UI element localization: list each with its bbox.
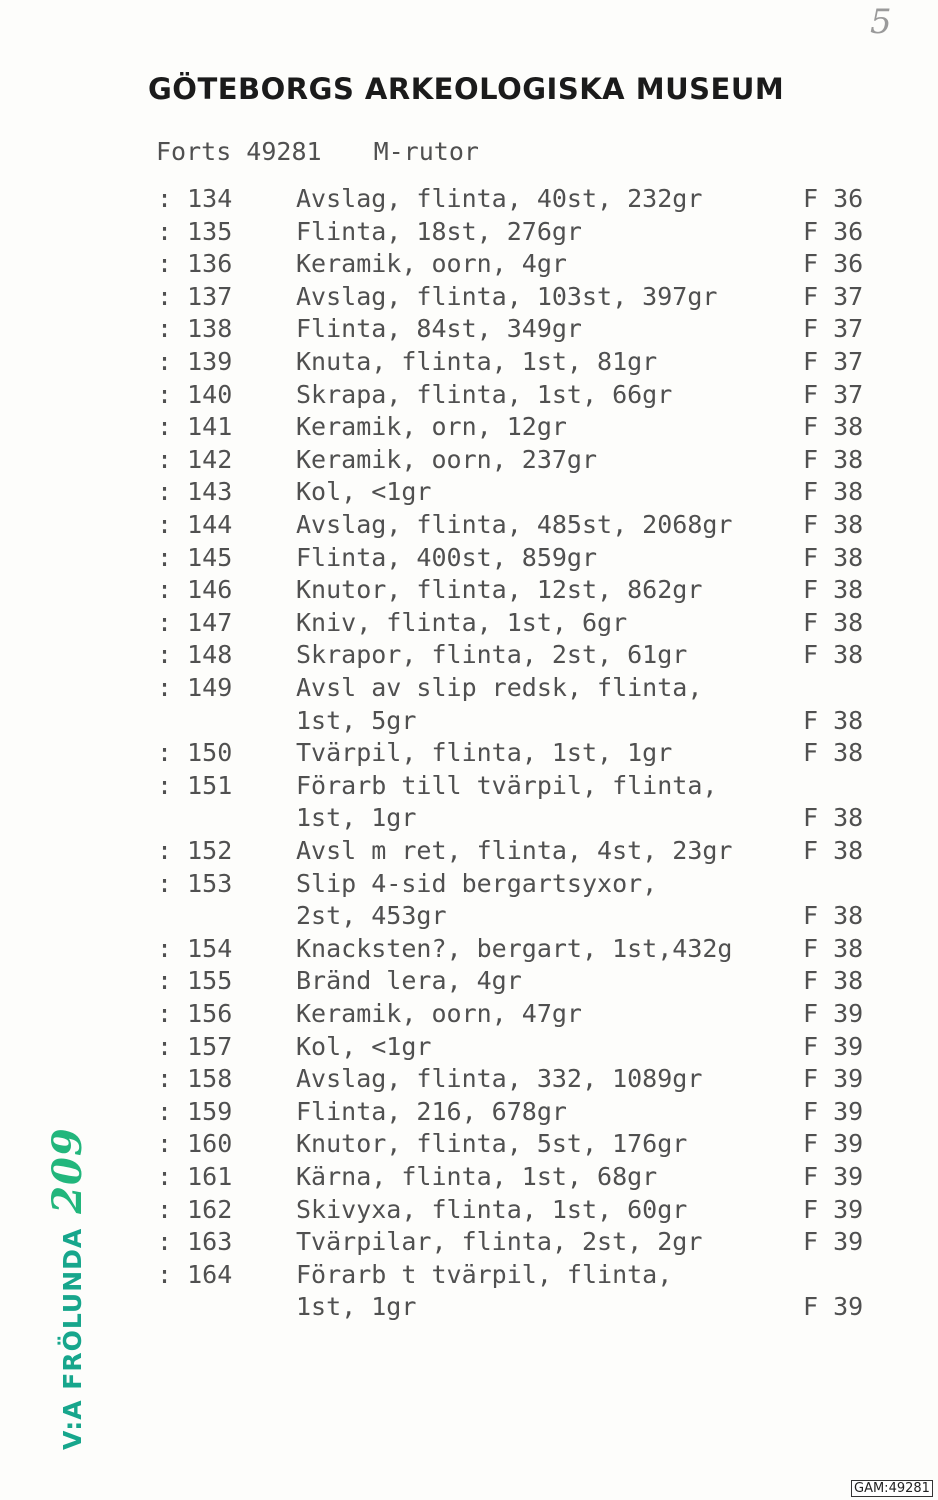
entry-location: F 37 bbox=[803, 379, 864, 409]
entry-description: Kniv, flinta, 1st, 6gr bbox=[296, 607, 628, 637]
entry-number: : 150 bbox=[157, 738, 233, 768]
entry-number: : 159 bbox=[157, 1096, 233, 1126]
entry-number: : 141 bbox=[157, 412, 233, 442]
entry-number: : 163 bbox=[157, 1227, 233, 1257]
entry-location: F 38 bbox=[803, 901, 864, 931]
entry-description: Tvärpilar, flinta, 2st, 2gr bbox=[296, 1227, 703, 1257]
entry-location: F 37 bbox=[803, 314, 864, 344]
entry-description: Flinta, 84st, 349gr bbox=[296, 314, 582, 344]
entry-location: F 38 bbox=[803, 412, 864, 442]
entry-description: Avslag, flinta, 103st, 397gr bbox=[296, 281, 718, 311]
entry-description: Kol, <1gr bbox=[296, 1031, 432, 1061]
reference-label: GAM:49281 bbox=[851, 1480, 933, 1497]
entry-number: : 161 bbox=[157, 1162, 233, 1191]
entry-description: Skrapa, flinta, 1st, 66gr bbox=[296, 379, 673, 409]
page-number: 5 bbox=[870, 2, 892, 42]
entry-number: : 152 bbox=[157, 836, 233, 865]
stamp-label: V:A FRÖLUNDA bbox=[58, 1227, 87, 1450]
entry-number: : 135 bbox=[157, 216, 233, 246]
entry-location: F 37 bbox=[803, 281, 864, 311]
entry-location: F 38 bbox=[803, 705, 864, 735]
entry-number: : 154 bbox=[157, 933, 233, 963]
entry-number: : 138 bbox=[157, 314, 233, 344]
entry-description: Keramik, oorn, 4gr bbox=[296, 249, 567, 279]
entry-number: : 158 bbox=[157, 1064, 233, 1094]
entry-description: Avsl m ret, flinta, 4st, 23gr bbox=[296, 836, 733, 865]
entry-number: : 148 bbox=[157, 640, 233, 670]
entry-description: Flinta, 400st, 859gr bbox=[296, 542, 598, 572]
entry-number: : 162 bbox=[157, 1194, 233, 1224]
entry-number: : 134 bbox=[157, 184, 233, 213]
entry-location: F 36 bbox=[803, 184, 864, 213]
entry-number: : 160 bbox=[157, 1129, 233, 1159]
entry-number: : 151 bbox=[157, 770, 233, 800]
entry-number: : 153 bbox=[157, 868, 233, 898]
entry-description: 1st, 5gr bbox=[296, 705, 417, 735]
entry-location: F 38 bbox=[803, 510, 864, 539]
entry-description: Avsl av slip redsk, flinta, bbox=[296, 673, 703, 702]
forts-line bbox=[156, 137, 479, 166]
entry-number: : 156 bbox=[157, 999, 233, 1028]
entry-number: : 145 bbox=[157, 542, 233, 572]
entry-number: : 137 bbox=[157, 281, 233, 311]
entry-description: Keramik, oorn, 237gr bbox=[296, 444, 598, 474]
entry-location: F 39 bbox=[803, 1129, 864, 1159]
entry-description: Kol, <1gr bbox=[296, 477, 432, 507]
entry-number: : 157 bbox=[157, 1031, 233, 1061]
entry-description: 1st, 1gr bbox=[296, 1292, 417, 1322]
entry-number: : 143 bbox=[157, 477, 233, 507]
entry-description: Skrapor, flinta, 2st, 61gr bbox=[296, 640, 688, 670]
entry-number: : 136 bbox=[157, 249, 233, 279]
entry-description: Kärna, flinta, 1st, 68gr bbox=[296, 1162, 658, 1191]
entry-number: : 164 bbox=[157, 1259, 233, 1289]
entry-description: Tvärpil, flinta, 1st, 1gr bbox=[296, 738, 673, 768]
entry-description: Förarb t tvärpil, flinta, bbox=[296, 1259, 673, 1289]
entry-location: F 39 bbox=[803, 1227, 864, 1257]
entry-location: F 38 bbox=[803, 444, 864, 474]
entry-location: F 39 bbox=[803, 1096, 864, 1126]
entry-description: Knuta, flinta, 1st, 81gr bbox=[296, 347, 658, 376]
entry-number: : 146 bbox=[157, 575, 233, 605]
entry-location: F 38 bbox=[803, 640, 864, 670]
entry-description: Knutor, flinta, 5st, 176gr bbox=[296, 1129, 688, 1159]
entry-number: : 144 bbox=[157, 510, 233, 539]
entry-location: F 39 bbox=[803, 1031, 864, 1061]
entry-description: Keramik, oorn, 47gr bbox=[296, 999, 582, 1028]
entry-location: F 39 bbox=[803, 1162, 864, 1191]
entry-location: F 38 bbox=[803, 542, 864, 572]
stamp-number: 209 bbox=[44, 1127, 91, 1214]
entry-location: F 38 bbox=[803, 575, 864, 605]
entry-location: F 37 bbox=[803, 347, 864, 376]
entry-description: 2st, 453gr bbox=[296, 901, 447, 931]
entry-location: F 39 bbox=[803, 1194, 864, 1224]
entry-number: : 140 bbox=[157, 379, 233, 409]
entry-location: F 39 bbox=[803, 1064, 864, 1094]
section-label: M-rutor bbox=[373, 137, 479, 166]
entry-number: : 142 bbox=[157, 444, 233, 474]
entry-description: Avslag, flinta, 40st, 232gr bbox=[296, 184, 703, 213]
entry-location: F 36 bbox=[803, 216, 864, 246]
entry-description: Bränd lera, 4gr bbox=[296, 966, 522, 996]
museum-header: GÖTEBORGS ARKEOLOGISKA MUSEUM bbox=[148, 72, 785, 106]
entry-number: : 147 bbox=[157, 607, 233, 637]
entry-location: F 39 bbox=[803, 999, 864, 1028]
entry-description: Slip 4-sid bergartsyxor, bbox=[296, 868, 658, 898]
entry-location: F 38 bbox=[803, 836, 864, 865]
entry-location: F 38 bbox=[803, 803, 864, 833]
entry-description: Flinta, 18st, 276gr bbox=[296, 216, 582, 246]
entry-description: Knacksten?, bergart, 1st,432g bbox=[296, 933, 733, 963]
entry-location: F 38 bbox=[803, 738, 864, 768]
entry-location: F 36 bbox=[803, 249, 864, 279]
entry-description: Keramik, orn, 12gr bbox=[296, 412, 567, 442]
entry-description: Förarb till tvärpil, flinta, bbox=[296, 770, 718, 800]
entry-description: Knutor, flinta, 12st, 862gr bbox=[296, 575, 703, 605]
entry-location: F 38 bbox=[803, 607, 864, 637]
entry-description: Flinta, 216, 678gr bbox=[296, 1096, 567, 1126]
entry-number: : 139 bbox=[157, 347, 233, 376]
entry-description: Avslag, flinta, 485st, 2068gr bbox=[296, 510, 733, 539]
entry-location: F 39 bbox=[803, 1292, 864, 1322]
entry-number: : 155 bbox=[157, 966, 233, 996]
location-stamp bbox=[44, 1127, 91, 1450]
entry-location: F 38 bbox=[803, 933, 864, 963]
entry-number: : 149 bbox=[157, 673, 233, 702]
entry-location: F 38 bbox=[803, 477, 864, 507]
entry-description: Avslag, flinta, 332, 1089gr bbox=[296, 1064, 703, 1094]
entry-description: Skivyxa, flinta, 1st, 60gr bbox=[296, 1194, 688, 1224]
entry-description: 1st, 1gr bbox=[296, 803, 417, 833]
forts-number: Forts 49281 bbox=[156, 137, 322, 166]
entry-location: F 38 bbox=[803, 966, 864, 996]
